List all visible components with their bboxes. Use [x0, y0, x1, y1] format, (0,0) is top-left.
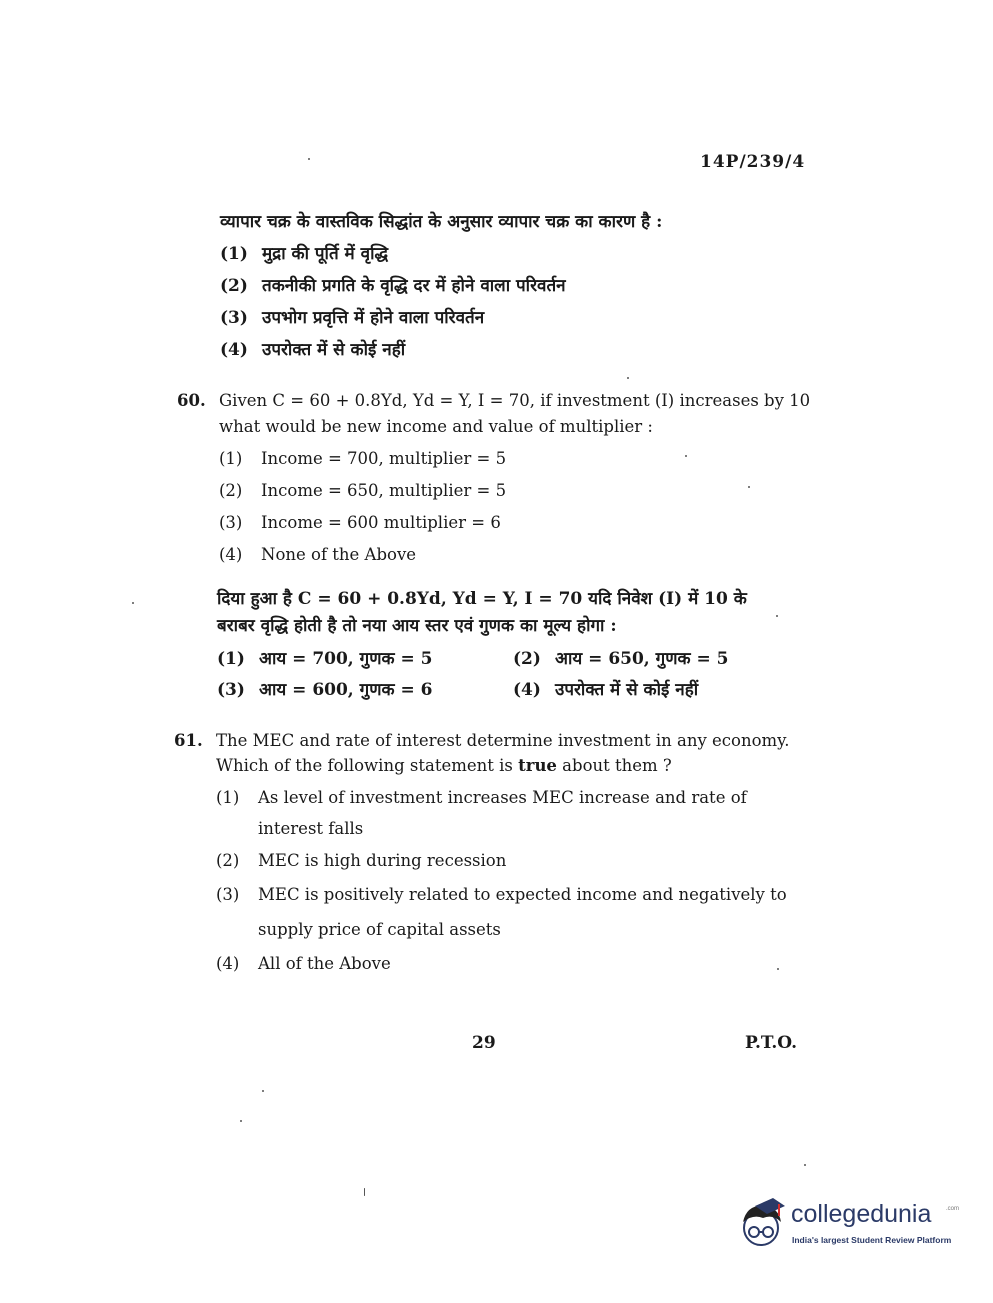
- q60-stem-line-2: what would be new income and value of multiplier :: [219, 417, 653, 436]
- q60-option-1: [219, 449, 506, 468]
- option-text: Income = 600 multiplier = 6: [261, 513, 501, 532]
- scan-speck: [627, 377, 629, 379]
- stem-text: about them ?: [556, 756, 672, 775]
- scan-speck: [308, 158, 310, 160]
- option-number: (3): [217, 680, 245, 700]
- q59-hindi-option-2: [220, 273, 566, 296]
- scan-speck: [240, 1120, 242, 1122]
- q60-hindi-line-2: बराबर वृद्धि होती है तो नया आय स्तर एवं गुणक का मूल्य होगा :: [217, 616, 617, 636]
- option-text: All of the Above: [258, 954, 391, 973]
- option-number: (4): [219, 545, 243, 564]
- q60-option-3: [219, 513, 501, 532]
- option-text: उपरोक्त में से कोई नहीं: [555, 680, 699, 700]
- scan-speck: [748, 486, 750, 488]
- option-number: (1): [219, 449, 243, 468]
- q59-hindi-option-4: [220, 337, 405, 360]
- logo-com: .com: [946, 1206, 960, 1212]
- q60-option-4: [219, 545, 416, 564]
- option-text: Income = 650, multiplier = 5: [261, 481, 507, 500]
- option-number: (1): [216, 788, 240, 807]
- logo-tagline: India's largest Student Review Platform: [792, 1235, 952, 1245]
- option-number: (3): [216, 885, 240, 904]
- option-number: (4): [513, 680, 541, 700]
- option-text: मुद्रा की पूर्ति में वृद्धि: [262, 244, 389, 264]
- option-number: (2): [220, 276, 248, 296]
- option-text: आय = 700, गुणक = 5: [259, 649, 433, 669]
- option-text: तकनीकी प्रगति के वृद्धि दर में होने वाला परिवर्तन: [262, 276, 566, 296]
- q61-option-2: [216, 851, 506, 870]
- option-text: As level of investment increases MEC increase and rate of: [258, 788, 747, 807]
- q61-stem-line-2: [216, 756, 672, 775]
- option-number: (4): [216, 954, 240, 973]
- option-number: (4): [220, 340, 248, 360]
- option-text: MEC is positively related to expected income and negatively to: [258, 885, 787, 904]
- q61-option-3: [216, 885, 787, 904]
- q59-hindi-stem: व्यापार चक्र के वास्तविक सिद्धांत के अनुसार व्यापार चक्र का कारण है :: [220, 212, 663, 232]
- option-text: उपरोक्त में से कोई नहीं: [262, 340, 406, 360]
- q61-option-1-line-2: interest falls: [258, 819, 364, 838]
- q60-option-2: [219, 481, 506, 500]
- mascot-icon: [735, 1196, 789, 1258]
- option-text: Income = 700, multiplier = 5: [261, 449, 507, 468]
- option-number: (2): [219, 481, 243, 500]
- scan-speck: [776, 615, 778, 617]
- q59-hindi-option-3: [220, 305, 484, 328]
- option-number: (2): [216, 851, 240, 870]
- scan-speck: [364, 1188, 365, 1196]
- q59-hindi-option-1: [220, 241, 388, 264]
- scan-speck: [132, 602, 134, 604]
- scan-speck: [685, 455, 687, 457]
- q60-hindi-option-1: [217, 646, 432, 669]
- pto-label: P.T.O.: [745, 1033, 797, 1053]
- stem-text: Which of the following statement is: [216, 756, 519, 775]
- q60-hindi-option-4: [513, 677, 698, 700]
- option-number: (3): [220, 308, 248, 328]
- paper-code: 14P/239/4: [700, 152, 806, 172]
- emphasis-true: true: [518, 756, 557, 775]
- option-text: None of the Above: [261, 545, 417, 564]
- collegedunia-logo: [735, 1196, 965, 1266]
- scan-speck: [262, 1090, 264, 1092]
- q60-hindi-option-2: [513, 646, 728, 669]
- option-text: आय = 650, गुणक = 5: [555, 649, 729, 669]
- q61-stem-line-1: The MEC and rate of interest determine investment in any economy.: [216, 731, 790, 750]
- q61-option-1: [216, 788, 747, 807]
- option-number: (2): [513, 649, 541, 669]
- option-number: (1): [217, 649, 245, 669]
- option-text: आय = 600, गुणक = 6: [259, 680, 433, 700]
- q60-hindi-line-1: दिया हुआ है C = 60 + 0.8Yd, Yd = Y, I = 70 यदि निवेश (I) में 10 के: [217, 589, 747, 609]
- scan-speck: [804, 1164, 806, 1166]
- option-number: (3): [219, 513, 243, 532]
- logo-wordmark: collegedunia: [791, 1200, 932, 1228]
- page-number: 29: [472, 1033, 496, 1053]
- q60-stem-line-1: Given C = 60 + 0.8Yd, Yd = Y, I = 70, if investment (I) increases by 10: [219, 391, 811, 410]
- option-number: (1): [220, 244, 248, 264]
- scan-speck: [777, 968, 779, 970]
- q60-number: 60.: [177, 391, 206, 410]
- q61-option-3-line-2: supply price of capital assets: [258, 920, 501, 939]
- option-text: उपभोग प्रवृत्ति में होने वाला परिवर्तन: [262, 308, 485, 328]
- option-text: MEC is high during recession: [258, 851, 507, 870]
- q61-number: 61.: [174, 731, 203, 750]
- q60-hindi-option-3: [217, 677, 432, 700]
- q61-option-4: [216, 954, 391, 973]
